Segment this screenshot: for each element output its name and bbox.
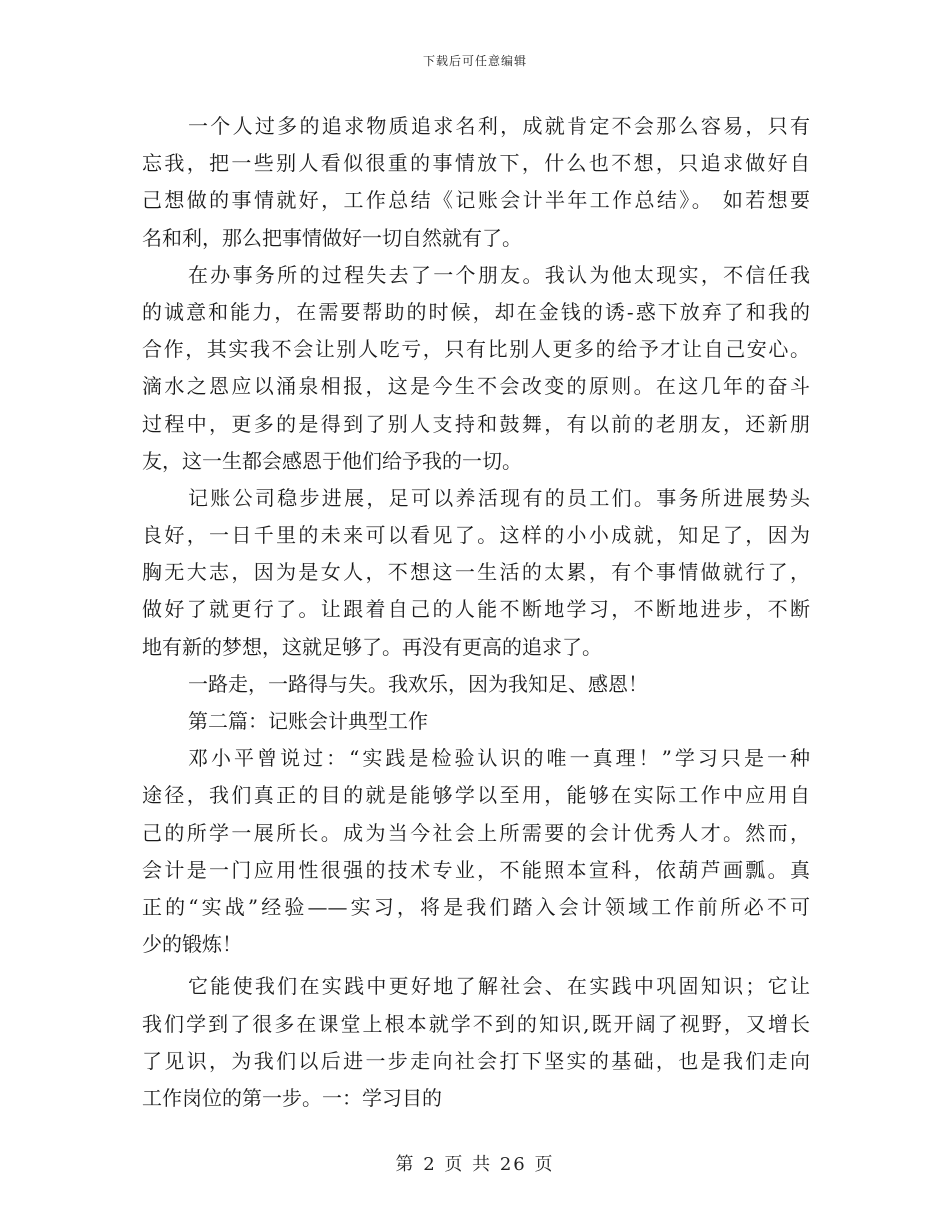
text-line: 途径，我们真正的目的就是能够学以至用，能够在实际工作中应用自: [142, 783, 810, 808]
text-line: 过程中，更多的是得到了别人支持和鼓舞，有以前的老朋友，还新朋: [142, 411, 810, 436]
text-line: 会计是一门应用性很强的技术专业，不能照本宣科，依葫芦画瓢。真: [142, 857, 810, 882]
text-line: 的诚意和能力，在需要帮助的时候，却在金钱的诱-惑下放弃了和我的: [142, 299, 810, 324]
text-line: 己的所学一展所长。成为当今社会上所需要的会计优秀人才。然而，: [142, 820, 810, 845]
text-line: 少的锻炼！: [142, 932, 242, 957]
section-heading: 第二篇：记账会计典型工作: [188, 709, 428, 733]
text-line: 合作，其实我不会让别人吃亏，只有比别人更多的给予才让自己安心。: [142, 337, 810, 362]
page-number: 第 2 页 共 26 页: [395, 1154, 555, 1175]
text-line: 友，这一生都会感恩于他们给予我的一切。: [142, 448, 522, 473]
text-line: 正的“实战”经验——实习，将是我们踏入会计领域工作前所必不可: [142, 894, 810, 919]
text-line: 在办事务所的过程失去了一个朋友。我认为他太现实，不信任我: [188, 262, 810, 287]
text-line: 名和利，那么把事情做好一切自然就有了。: [142, 225, 522, 250]
paragraph: 一路走，一路得与失。我欢乐，因为我知足、感恩！: [188, 671, 648, 696]
text-line: 己想做的事情就好，工作总结《记账会计半年工作总结》。 如若想要: [142, 188, 810, 213]
paragraph: [142, 480, 810, 666]
text-line: 胸无大志，因为是女人，不想这一生活的太累，有个事情做就行了，: [142, 560, 810, 585]
paragraph: [142, 968, 810, 1117]
text-line: 滴水之恩应以涌泉相报，这是今生不会改变的原则。在这几年的奋斗: [142, 374, 810, 399]
paragraph: [142, 257, 810, 480]
text-line: 工作岗位的第一步。一：学习目的: [142, 1085, 442, 1110]
text-line: 忘我，把一些别人看似很重的事情放下，什么也不想，只追求做好自: [142, 151, 810, 176]
text-line: 良好，一日千里的未来可以看见了。这样的小小成就，知足了，因为: [142, 523, 810, 548]
page-header: 下载后可任意编辑: [422, 54, 527, 68]
text-line: 地有新的梦想，这就足够了。再没有更高的追求了。: [142, 634, 602, 659]
text-line: 邓小平曾说过：“实践是检验认识的唯一真理！”学习只是一种: [188, 746, 810, 771]
text-line: 我们学到了很多在课堂上根本就学不到的知识,既开阔了视野，又增长: [142, 1011, 810, 1036]
text-line: 记账公司稳步进展，足可以养活现有的员工们。事务所进展势头: [188, 485, 810, 510]
text-line: 做好了就更行了。让跟着自己的人能不断地学习，不断地进步，不断: [142, 597, 810, 622]
text-line: 它能使我们在实践中更好地了解社会、在实践中巩固知识；它让: [188, 974, 810, 999]
text-line: 了见识，为我们以后进一步走向社会打下坚实的基础，也是我们走向: [142, 1048, 810, 1073]
paragraph: [142, 740, 810, 963]
text-line: 一个人过多的追求物质追求名利，成就肯定不会那么容易，只有: [188, 114, 810, 138]
paragraph: [142, 108, 810, 257]
document-body: [142, 108, 810, 1117]
